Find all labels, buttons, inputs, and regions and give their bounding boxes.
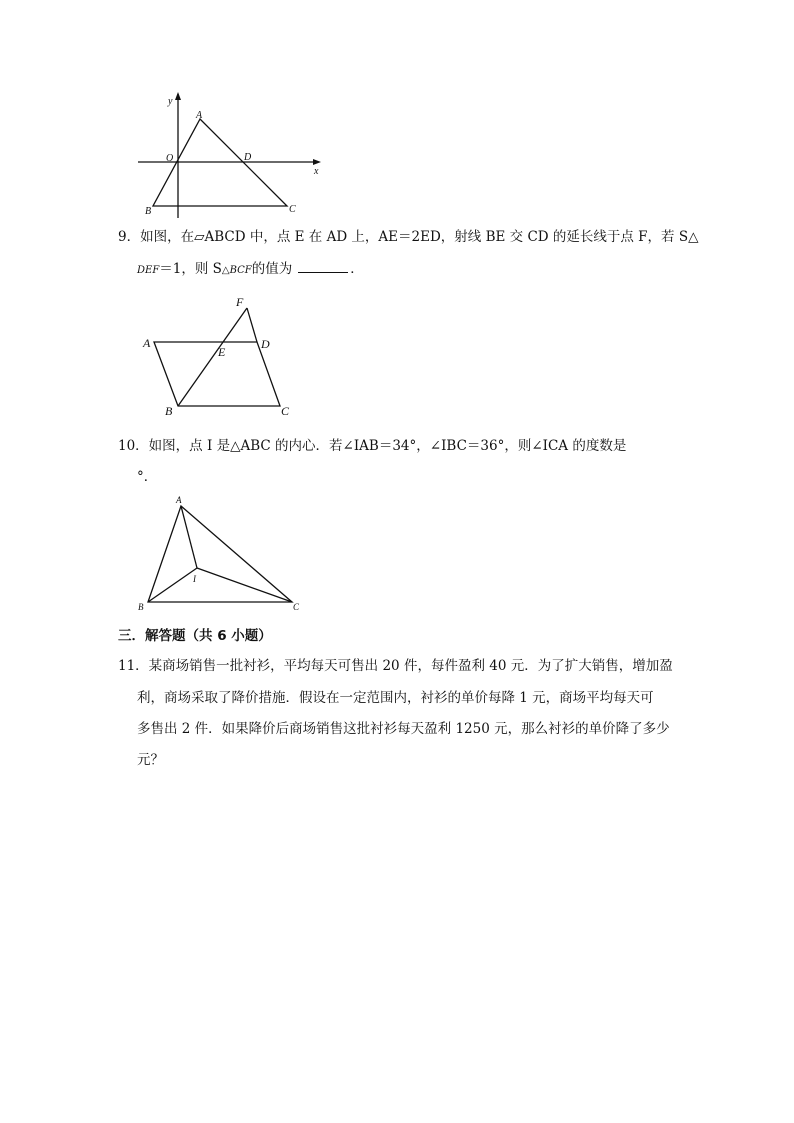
q9-end: 的值为 xyxy=(251,261,293,277)
segment-df xyxy=(247,308,257,342)
label-B: B xyxy=(138,602,144,612)
label-y: y xyxy=(168,96,173,107)
label-O: O xyxy=(166,153,174,164)
q9-answer-blank[interactable] xyxy=(298,260,348,273)
q11-line2: 利，商场采取了降价措施．假设在一定范围内，衬衫的单价每降 1 元，商场平均每天可 xyxy=(137,690,654,706)
label-A: A xyxy=(196,110,203,121)
section-heading: 三．解答题（共 6 小题） xyxy=(118,628,272,644)
label-E: E xyxy=(218,345,226,359)
figure-coordinate-triangle xyxy=(135,92,335,224)
q11-line1: 11．某商场销售一批衬衫，平均每天可售出 20 件，每件盈利 40 元．为了扩大销售，增加盈 xyxy=(118,658,673,674)
label-A: A xyxy=(176,495,182,505)
label-C: C xyxy=(281,404,290,418)
q10-line1: 10．如图，点 I 是△ABC 的内心．若∠IAB＝34°，∠IBC＝36°，则∠ICA 的度数是 xyxy=(118,438,627,454)
label-D: D xyxy=(261,337,270,351)
x-axis-arrow xyxy=(313,159,321,165)
segment-ci xyxy=(197,568,292,602)
figure-incenter-triangle xyxy=(135,494,305,616)
q9-line1: 9．如图，在▱ABCD 中，点 E 在 AD 上，AE＝2ED，射线 BE 交 CD 的延长线于点 F，若 S△ xyxy=(118,229,699,245)
figure-parallelogram xyxy=(140,294,310,422)
label-D: D xyxy=(244,152,252,163)
segment-bi xyxy=(148,568,197,602)
label-C: C xyxy=(289,204,296,215)
label-B: B xyxy=(165,404,173,418)
label-x: x xyxy=(314,166,319,177)
q10-line2: °． xyxy=(137,469,158,485)
ray-bf xyxy=(178,308,247,406)
q9-line2 xyxy=(137,260,364,280)
label-B: B xyxy=(145,206,152,217)
y-axis-arrow xyxy=(175,92,181,100)
segment-ai xyxy=(181,506,197,568)
label-F: F xyxy=(236,295,244,309)
q9-tail: ． xyxy=(350,261,364,277)
q9-sub-bcf: △BCF xyxy=(221,265,252,276)
q11-line4: 元？ xyxy=(137,752,164,768)
label-C: C xyxy=(293,602,300,612)
label-A: A xyxy=(143,336,151,350)
q11-line3: 多售出 2 件．如果降价后商场销售这批衬衫每天盈利 1250 元，那么衬衫的单价降了多少 xyxy=(137,721,670,737)
q9-sub-def: DEF xyxy=(137,265,160,276)
q9-mid: ＝1，则 S xyxy=(159,261,222,277)
label-I: I xyxy=(193,574,196,584)
